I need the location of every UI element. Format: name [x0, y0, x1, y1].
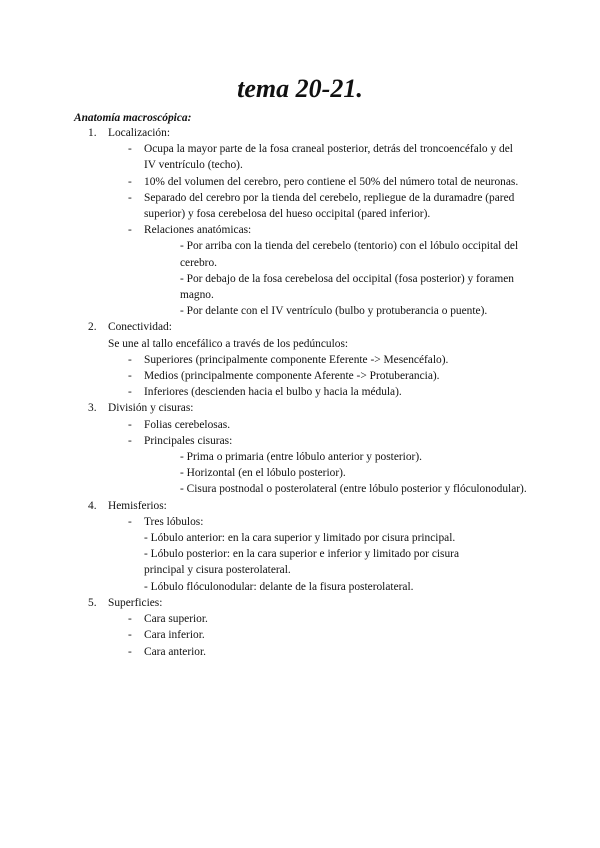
- list-label: División y cisuras:: [108, 402, 194, 415]
- dash-marker: -: [128, 143, 132, 156]
- bullet-text: Principales cisuras:: [144, 434, 233, 447]
- intro-line: [0, 336, 600, 352]
- list-item-division: [0, 400, 600, 416]
- dash-marker: -: [128, 418, 132, 431]
- bullet-item: [0, 417, 600, 433]
- bullet-text: Medios (principalmente componente Aferente -> Protuberancia).: [144, 370, 440, 383]
- sub-item: [0, 449, 600, 465]
- bullet-item: [0, 222, 600, 238]
- bullet-text: Ocupa la mayor parte de la fosa craneal posterior, detrás del troncoencéfalo y del IV ventrículo (techo).: [144, 143, 513, 172]
- sub-item: [0, 238, 600, 270]
- bullet-text: Relaciones anatómicas:: [144, 224, 252, 237]
- list-label: Hemisferios:: [108, 499, 167, 512]
- list-number: 1.: [88, 127, 97, 139]
- sub-item-text: - Lóbulo anterior: en la cara superior y limitado por cisura principal.: [144, 532, 456, 545]
- bullet-text: 10% del volumen del cerebro, pero contiene el 50% del número total de neuronas.: [144, 175, 519, 188]
- sub-item: [0, 530, 600, 546]
- dash-marker: -: [128, 175, 132, 188]
- sub-item-text: - Cisura postnodal o posterolateral (entre lóbulo posterior y flóculonodular).: [180, 483, 527, 496]
- list-label: Localización:: [108, 127, 170, 139]
- sub-item-text: - Por delante con el IV ventrículo (bulbo y protuberancia o puente).: [180, 305, 488, 318]
- dash-marker: -: [128, 224, 132, 237]
- sub-item: [0, 271, 600, 303]
- sub-item: [0, 579, 600, 595]
- list-item-localizacion: [0, 125, 600, 141]
- dash-marker: -: [128, 386, 132, 399]
- dash-marker: -: [128, 515, 132, 528]
- sub-item-text: - Lóbulo flóculonodular: delante de la fisura posterolateral.: [144, 580, 414, 593]
- sub-item-text: - Prima o primaria (entre lóbulo anterior y posterior).: [180, 451, 422, 464]
- bullet-item: [0, 611, 600, 627]
- sub-item-text: - Horizontal (en el lóbulo posterior).: [180, 467, 346, 480]
- list-number: 2.: [88, 321, 97, 334]
- list-label: Conectividad:: [108, 321, 172, 334]
- sub-item: [0, 546, 600, 578]
- bullet-text: Tres lóbulos:: [144, 515, 204, 528]
- page-title: tema 20-21.: [237, 74, 363, 103]
- bullet-item: [0, 514, 600, 530]
- dash-marker: -: [128, 370, 132, 383]
- list-label: Superficies:: [108, 596, 163, 609]
- dash-marker: -: [128, 353, 132, 366]
- bullet-text: Cara superior.: [144, 613, 208, 626]
- list-item-conectividad: [0, 319, 600, 335]
- bullet-text: Cara anterior.: [144, 645, 206, 658]
- list-number: 5.: [88, 596, 97, 609]
- bullet-item: [0, 644, 600, 660]
- sub-item-text: - Por arriba con la tienda del cerebelo (tentorio) con el lóbulo occipital del cerebro.: [180, 240, 519, 269]
- list-number: 3.: [88, 402, 97, 415]
- bullet-item: [0, 384, 600, 400]
- dash-marker: -: [128, 434, 132, 447]
- list-item-hemisferios: [0, 498, 600, 514]
- section-heading: Anatomía macroscópica:: [74, 112, 192, 124]
- bullet-item: [0, 627, 600, 643]
- sub-item: [0, 481, 600, 497]
- bullet-item: [0, 190, 600, 222]
- dash-marker: -: [128, 629, 132, 642]
- dash-marker: -: [128, 613, 132, 626]
- bullet-item: [0, 174, 600, 190]
- bullet-item: [0, 433, 600, 449]
- sub-item: [0, 465, 600, 481]
- bullet-text: Folias cerebelosas.: [144, 418, 231, 431]
- document-body: [0, 125, 600, 660]
- list-number: 4.: [88, 499, 97, 512]
- list-item-superficies: [0, 595, 600, 611]
- sub-item: [0, 303, 600, 319]
- bullet-text: Cara inferior.: [144, 629, 205, 642]
- bullet-text: Superiores (principalmente componente Eferente -> Mesencéfalo).: [144, 353, 449, 366]
- bullet-text: Separado del cerebro por la tienda del cerebelo, repliegue de la duramadre (pared superior) y fosa cerebelosa del hueso occipital (pared inferior).: [144, 191, 515, 221]
- dash-marker: -: [128, 191, 132, 204]
- sub-item-text: - Lóbulo posterior: en la cara superior e inferior y limitado por cisura principal y cisura posterolateral.: [144, 548, 460, 577]
- bullet-item: [0, 352, 600, 368]
- sub-item-text: - Por debajo de la fosa cerebelosa del occipital (fosa posterior) y foramen magno.: [180, 272, 514, 302]
- bullet-text: Inferiores (descienden hacia el bulbo y hacia la médula).: [144, 386, 402, 399]
- bullet-item: [0, 141, 600, 173]
- dash-marker: -: [128, 645, 132, 658]
- bullet-item: [0, 368, 600, 384]
- intro-text: Se une al tallo encefálico a través de los pedúnculos:: [108, 337, 349, 350]
